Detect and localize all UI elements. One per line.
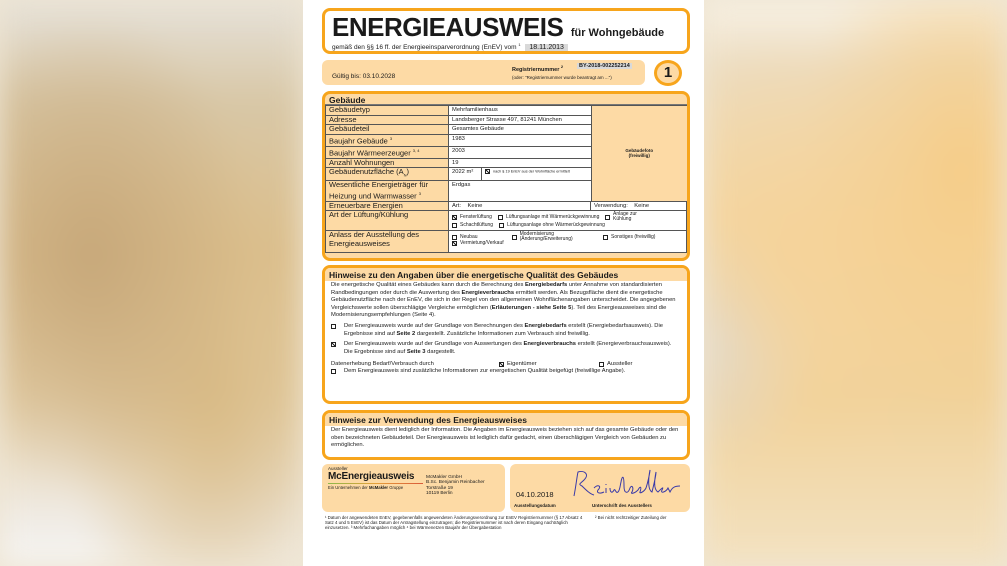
usage-notes-text: Der Energieausweis dient lediglich der Information. Die Angaben im Energieausweis beziehen sich auf das gesamte Gebäude oder den oben bezeichneten Gebäudeteil. Der Energieausweis ist lediglich dafür gedacht, einen überschlägigen Vergleich von Gebäuden zu ermöglichen. (331, 427, 679, 449)
floor-area-checkbox[interactable]: nach § 19 EnEV aus der Wohnfläche ermittelt (482, 168, 592, 181)
heater-year-value: 2003 (449, 146, 592, 158)
apartments-count-value: 19 (449, 158, 592, 168)
checkbox-icon (331, 324, 336, 329)
signature-label: Unterschrift des Ausstellers (592, 503, 652, 508)
option-sonstiges[interactable]: Sonstiges (freiwillig) (603, 232, 655, 242)
option-vermietung-verkauf[interactable]: Vermietung/Verkauf (452, 240, 504, 247)
brand-tagline: Ein Unternehmen der McMakler Gruppe (328, 485, 404, 490)
table-row: Baujahr Wärmeerzeuger $^{3, 4}$ 2003 (326, 146, 687, 158)
issuer-label: Aussteller (328, 466, 348, 471)
handwritten-signature-icon (568, 466, 683, 502)
owner-option[interactable]: Eigentümer (499, 361, 599, 367)
checkbox-icon (603, 235, 608, 240)
issuer-box (322, 464, 505, 512)
checkbox-icon (599, 362, 604, 367)
building-section (322, 91, 690, 261)
issuer-address: McMakler GmbH B.Sc. Benjamin Reinbacher Torstraße 19 10119 Berlin (426, 475, 485, 497)
building-heading: Gebäude (325, 94, 687, 105)
additional-info-option[interactable]: Dem Energieausweis sind zusätzliche Informationen zur energetischen Qualität beigefügt (freiwillige Angabe). (325, 367, 687, 377)
option-lueftung-mit-wrg[interactable]: Lüftungsanlage mit Wärmerückgewinnung (498, 212, 599, 222)
option-fensterlueftung[interactable]: Fensterlüftung (452, 212, 492, 222)
regulation-date: 18.11.2013 (525, 44, 568, 51)
table-row: Gebäudeteil Gesamtes Gebäude (326, 125, 687, 135)
title-box (322, 8, 690, 54)
address-value: Landsberger Strasse 497, 81241 München (449, 115, 592, 125)
registration-note: (oder: "Registriernummer wurde beantragt am ...") (512, 75, 612, 80)
checkbox-checked-icon (452, 215, 457, 220)
table-row: Wesentliche Energieträger für Heizung und Warmwasser $^3$ Erdgas (326, 181, 687, 202)
document-title: ENERGIEAUSWEIS (332, 12, 564, 42)
table-row: Gebäudenutzfläche $(A_N)$ 2022 m² nach § 19 EnEV aus der Wohnfläche ermittelt (326, 168, 687, 181)
registration-label: Registriernummer $^2$ (512, 64, 564, 73)
signature-box (510, 464, 690, 512)
table-row: Erneuerbare Energien Art: Keine Verwendung: Keine (326, 201, 687, 211)
checkbox-checked-icon (452, 241, 457, 246)
option-kuehlung[interactable]: Anlage zur Kühlung (605, 212, 651, 222)
page-number-badge: 1 (654, 60, 682, 86)
brand-underline (328, 483, 423, 484)
registration-number: BY-2018-002252214 (579, 63, 630, 69)
floor-area-value: 2022 m² (449, 168, 482, 181)
building-part-value: Gesamtes Gebäude (449, 125, 592, 135)
checkbox-icon (452, 235, 457, 240)
footnotes-left: ¹ Datum der angewendeten EnEV, gegebenenfalls angewendeten Änderungsverordnung zur EnEV Registriernummer (§ 17 Absatz 4 Satz 4 und 5 EnEV) ist das Datum der Antragstellung einzutragen; die Registriernummer ist nach deren Eingang nachträglich einzusetzen. ³ Mehrfachangaben möglich ⁴ bei Wärmenetzen Baujahr der Übergabestation (325, 515, 583, 530)
building-type-value: Mehrfamilienhaus (449, 106, 592, 116)
footnotes-right: ² Bei nicht rechtzeitiger Zuteilung der (595, 515, 667, 520)
checkbox-icon (512, 235, 517, 240)
checkbox-checked-icon (499, 362, 504, 367)
renewable-use: Verwendung: Keine (594, 202, 650, 209)
option-lueftung-ohne-wrg[interactable]: Lüftungsanlage ohne Wärmerückgewinnung (499, 222, 605, 229)
checkbox-checked-icon (485, 169, 490, 174)
building-photo-placeholder: Gebäudefoto (freiwillig) (592, 106, 687, 202)
document-page (303, 0, 704, 566)
issuer-option[interactable]: Aussteller (599, 361, 632, 367)
checkbox-icon (331, 369, 336, 374)
checkbox-icon (605, 215, 610, 220)
table-row: Adresse Landsberger Strasse 497, 81241 München (326, 115, 687, 125)
table-row: Gebäudetyp Mehrfamilienhaus Gebäudefoto (freiwillig) (326, 106, 687, 116)
issue-date-label: Ausstellungsdatum (514, 503, 556, 508)
quality-notes-paragraph: Die energetische Qualität eines Gebäudes kann durch die Berechnung des Energiebedarfs unter Annahme von standardisierten Randbedingungen oder durch die Auswertung des Energieverbrauchs ermittelt werden. Als Bezugsfläche dient die energetische Gebäudenutzfläche nach der EnEV, die sich in der Regel von den allgemeinen Wohnflächenangaben unterscheidet. Die angegebenen Vergleichswerte sollen überschlägige Vergleiche ermöglichen (Erläuterungen - siehe Seite 5). Teil des Energieausweises sind die Modernisierungsempfehlungen (Seite 4). (331, 282, 676, 319)
demand-certificate-option[interactable]: Der Energieausweis wurde auf der Grundlage von Berechnungen des Energiebedarfs erstellt (Energiebedarfsausweis). Die Ergebnisse sind auf Seite 2 dargestellt. Zusätzliche Informationen zum Verbrauch sind freiwillig. (325, 321, 687, 339)
footnotes (325, 516, 689, 530)
renewable-type: Art: Keine (449, 202, 591, 210)
regulation-line: gemäß den §§ 16 ff. der Energieeinsparverordnung (EnEV) vom $^1$ 18.11.2013 (332, 42, 680, 51)
blurred-background-left (0, 0, 303, 566)
option-modernisierung[interactable]: Modernisierung (Änderung/Erweiterung) (512, 232, 597, 242)
table-row: Anlass der Ausstellung des Energieausweises Neubau Modernisierung (Änderung/Erweiterung) Sonstiges (freiwillig) Vermietung/Verkauf (326, 231, 687, 253)
option-neubau[interactable]: Neubau (452, 232, 506, 242)
usage-notes-heading: Hinweise zur Verwendung des Energieausweises (325, 413, 687, 426)
checkbox-icon (499, 223, 504, 228)
table-row: Anzahl Wohnungen 19 (326, 158, 687, 168)
table-row: Baujahr Gebäude $^3$ 1983 (326, 134, 687, 146)
quality-notes-section (322, 265, 690, 404)
building-table (325, 105, 687, 253)
construction-year-value: 1983 (449, 134, 592, 146)
data-collection-row: Datenerhebung Bedarf/Verbrauch durch Eigentümer Aussteller (331, 361, 633, 368)
checkbox-icon (498, 215, 503, 220)
option-schachtlueftung[interactable]: Schachtlüftung (452, 222, 493, 229)
checkbox-icon (452, 223, 457, 228)
usage-notes-section (322, 410, 690, 460)
quality-notes-heading: Hinweise zu den Angaben über die energetische Qualität des Gebäudes (325, 268, 687, 281)
ventilation-options (452, 212, 683, 229)
energy-carrier-value: Erdgas (449, 181, 592, 202)
issue-date: 04.10.2018 (516, 490, 554, 499)
table-row: Art der Lüftung/Kühlung Fensterlüftung Lüftungsanlage mit Wärmerückgewinnung Anlage zur Kühlung Schachtlüftung Lüftungsanlage ohne Wärmerückgewinnung (326, 211, 687, 231)
valid-until: Gültig bis: 03.10.2028 (332, 73, 396, 80)
issuer-brand-logo: McEnergieausweis (328, 471, 415, 482)
document-subtitle: für Wohngebäude (570, 27, 665, 39)
registration-box (322, 60, 645, 85)
consumption-certificate-option[interactable]: Der Energieausweis wurde auf der Grundlage von Auswertungen des Energieverbrauchs erstellt (Energieverbrauchsausweis). Die Ergebnisse sind auf Seite 3 dargestellt. (325, 339, 687, 357)
occasion-options (452, 232, 683, 247)
blurred-background-right (704, 0, 1007, 566)
checkbox-checked-icon (331, 342, 336, 347)
